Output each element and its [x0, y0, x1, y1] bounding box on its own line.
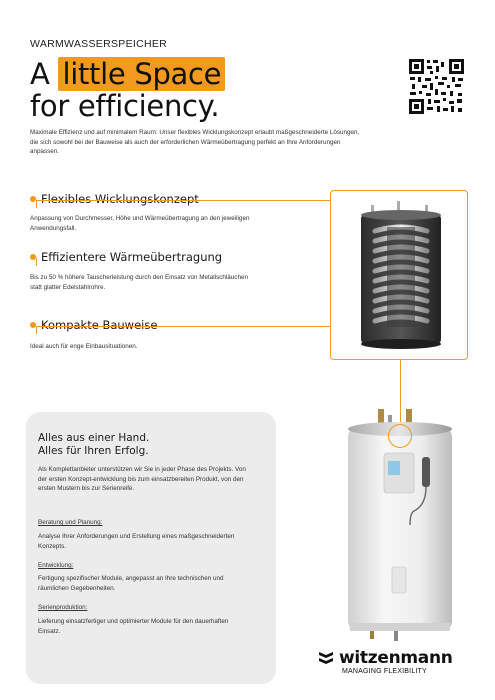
feature-title-wicklung: Flexibles Wicklungskonzept	[30, 192, 199, 206]
section-kicker: WARMWASSERSPEICHER	[30, 38, 168, 50]
brand-name: witzenmann	[339, 648, 453, 668]
feature-title-waermeuebertragung: Effizientere Wärmeübertragung	[30, 250, 222, 264]
feature-desc-waermeuebertragung: Bis zu 50 % höhere Tauscherleistung durch den Einsatz von Metallschläuchen statt glatter Edelstahlrohre.	[30, 274, 248, 291]
intro-paragraph: Maximale Effizienz und auf minimalem Raum: Unser flexibles Wicklungskonzept erlaubt maßgeschneiderte Lösungen, die sich sowohl bei der Bauweise als auch der erforderlichen Wärmeübertragung perfekt an Ihre Anforderungen anpassen.	[30, 129, 360, 156]
card-heading: Alles aus einer Hand. Alles für Ihren Erfolg.	[38, 432, 150, 457]
connector-line	[36, 258, 37, 266]
brand-tagline: MANAGING FLEXIBILITY	[342, 668, 427, 675]
card-section-label: Serienproduktion:	[38, 604, 88, 611]
headline-word-a: A	[30, 57, 50, 91]
card-section-text: Fertigung spezifischer Module, angepasst an Ihre technischen und räumlichen Gegebenheiten.	[38, 575, 224, 592]
feature-desc-wicklung: Anpassung von Durchmesser, Höhe und Wärmeübertragung an den jeweiligen Anwendungsfall.	[30, 215, 250, 232]
card-section-label: Beratung und Planung:	[38, 519, 103, 526]
card-section-text: Lieferung einsatzfertiger und optimierter Module für den dauerhaften Einsatz.	[38, 618, 229, 635]
headline-line-2: for efficiency.	[30, 89, 220, 123]
highlight-circle	[388, 424, 412, 448]
connector-line	[36, 326, 37, 334]
feature-title-bauweise: Kompakte Bauweise	[30, 318, 157, 332]
card-section-label: Entwicklung:	[38, 562, 74, 569]
connector-line	[36, 200, 37, 208]
card-section-text: Analyse Ihrer Anforderungen und Erstellung eines maßgeschneiderten Konzepts.	[38, 533, 235, 550]
qr-code	[408, 58, 465, 115]
feature-desc-bauweise: Ideal auch für enge Einbausituationen.	[30, 343, 138, 350]
page-headline	[30, 58, 225, 122]
connector-line	[36, 326, 330, 327]
witzenmann-mark-icon	[318, 650, 334, 666]
headline-highlight: little Space	[58, 57, 225, 91]
brand-logo	[318, 648, 453, 668]
heat-exchanger-image	[330, 190, 468, 360]
card-intro: Als Komplettanbieter unterstützen wir Sie in jeder Phase des Projekts. Von der ersten Konzept-entwicklung bis zum einsatzbereiten Produkt, von den ersten Mustern bis zur Serienreife.	[38, 466, 246, 493]
connector-line	[36, 200, 330, 201]
